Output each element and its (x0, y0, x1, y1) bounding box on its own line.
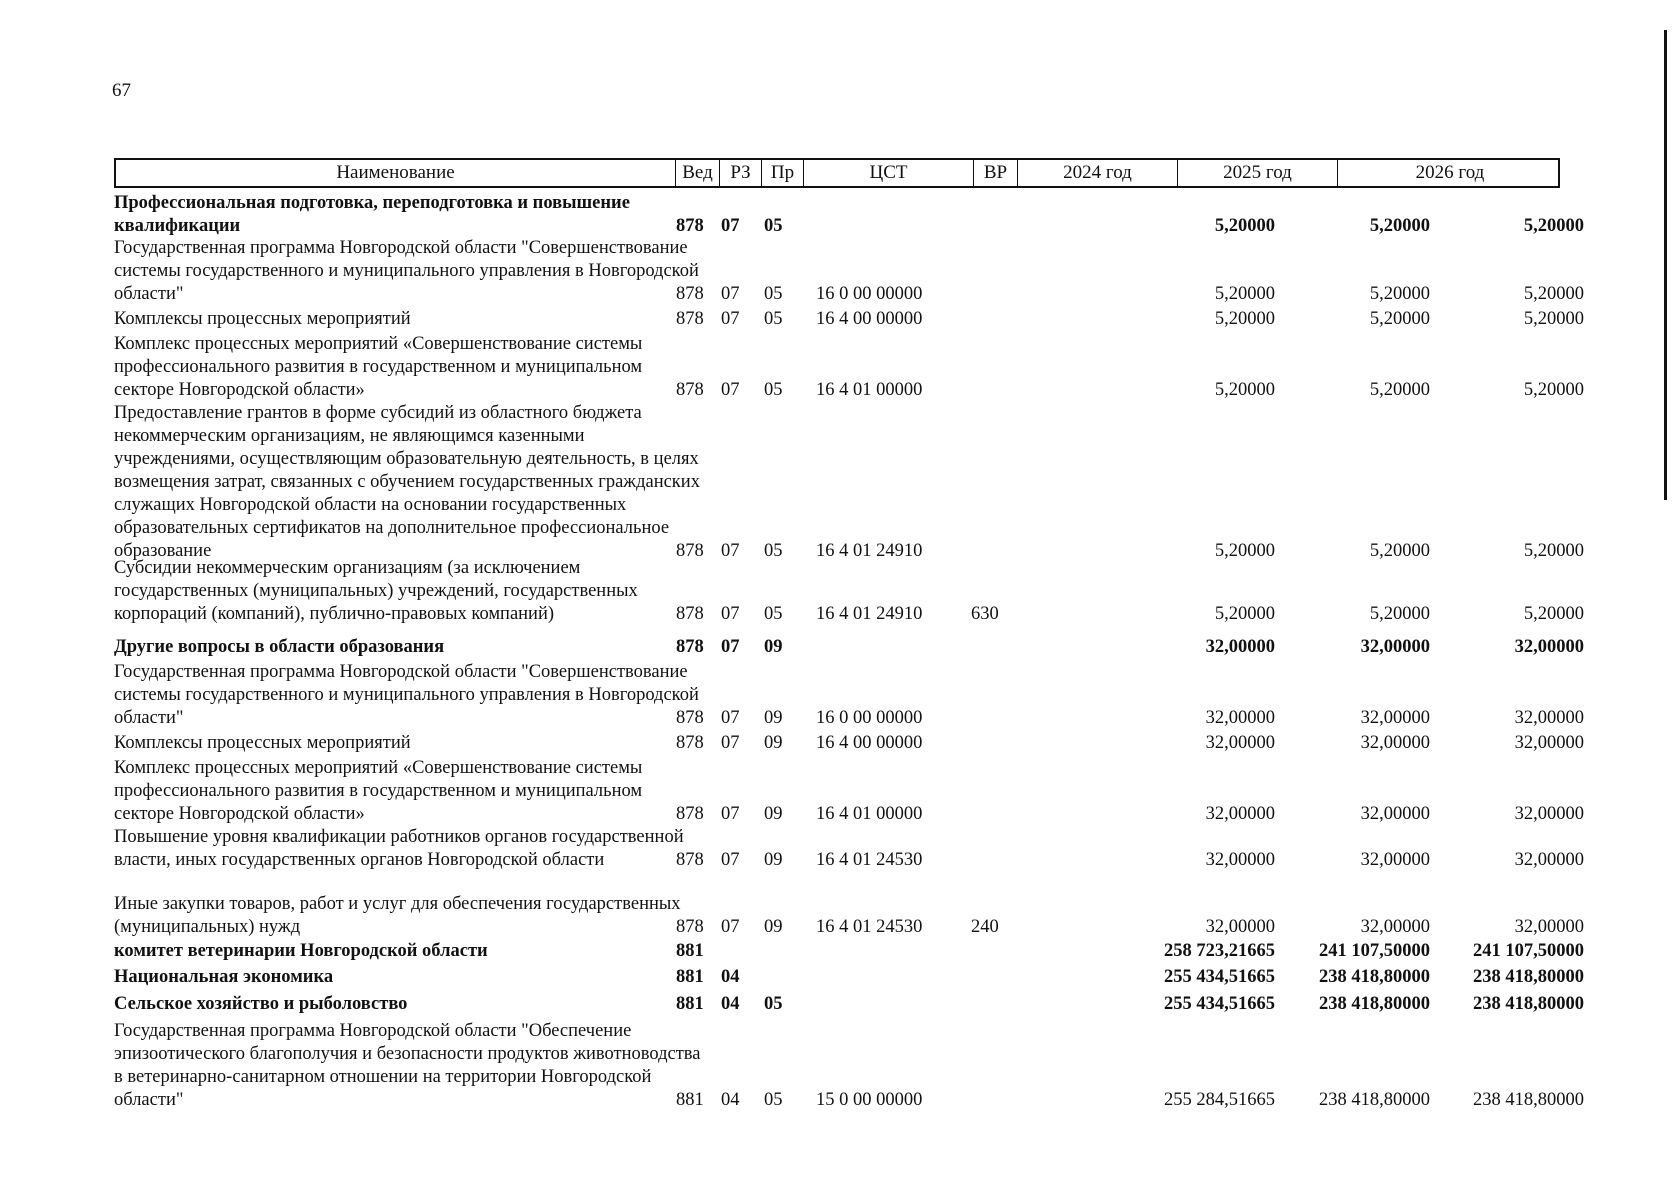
cell-pr: 09 (764, 850, 783, 870)
table-row (114, 557, 1584, 626)
cell-y2025: 32,00000 (1360, 733, 1430, 753)
cell-y2025: 5,20000 (1369, 604, 1430, 624)
row-name: Комплексы процессных мероприятий (114, 309, 411, 329)
row-name: комитет ветеринарии Новгородской области (114, 941, 488, 961)
cell-y2024: 5,20000 (1214, 541, 1275, 561)
header-cst: ЦСТ (804, 160, 974, 186)
header-vr: ВР (974, 160, 1018, 186)
cell-rz: 07 (721, 604, 740, 624)
cell-y2024: 32,00000 (1205, 733, 1275, 753)
cell-y2025: 5,20000 (1369, 309, 1430, 329)
cell-y2024: 32,00000 (1205, 917, 1275, 937)
cell-y2026: 5,20000 (1523, 541, 1584, 561)
cell-y2026: 238 418,80000 (1473, 994, 1584, 1014)
header-2026: 2026 год (1415, 162, 1485, 183)
cell-cst: 16 4 01 24530 (816, 850, 923, 870)
table-row (114, 732, 1584, 755)
cell-rz: 07 (721, 804, 740, 824)
row-name: Комплекс процессных мероприятий «Совершенствование системы профессионального развития в государственном и муниципальном секторе Новгородской области» (114, 758, 643, 824)
cell-pr: 09 (764, 733, 783, 753)
cell-ved: 881 (676, 994, 704, 1014)
cell-pr: 05 (764, 284, 783, 304)
row-name: Государственная программа Новгородской области "Совершенствование системы государственного и муниципального управления в Новгородской области" (114, 662, 699, 728)
cell-vr: 240 (971, 917, 999, 937)
cell-y2025: 5,20000 (1369, 216, 1430, 236)
table-row (114, 636, 1584, 659)
table-row (114, 826, 1584, 872)
row-name: Сельское хозяйство и рыболовство (114, 994, 408, 1014)
cell-ved: 881 (676, 941, 704, 961)
cell-pr: 09 (764, 637, 783, 657)
cell-y2024: 32,00000 (1205, 708, 1275, 728)
cell-pr: 05 (764, 541, 783, 561)
cell-y2024: 32,00000 (1205, 850, 1275, 870)
cell-y2025: 238 418,80000 (1319, 1090, 1430, 1110)
table-row (114, 966, 1584, 989)
cell-pr: 09 (764, 804, 783, 824)
page-number: 67 (112, 80, 131, 101)
cell-cst: 16 4 01 24910 (816, 541, 923, 561)
cell-y2024: 255 434,51665 (1164, 994, 1275, 1014)
header-name: Наименование (116, 160, 676, 186)
cell-y2026: 32,00000 (1514, 637, 1584, 657)
cell-y2024: 32,00000 (1205, 637, 1275, 657)
table-row (114, 1020, 1584, 1112)
cell-y2026: 32,00000 (1514, 850, 1584, 870)
cell-y2024: 5,20000 (1214, 216, 1275, 236)
cell-y2024: 255 284,51665 (1164, 1090, 1275, 1110)
table-row (114, 308, 1584, 331)
scan-edge (1664, 30, 1667, 500)
cell-cst: 16 4 00 00000 (816, 309, 923, 329)
row-name: Национальная экономика (114, 967, 334, 987)
cell-pr: 05 (764, 604, 783, 624)
cell-y2026: 32,00000 (1514, 917, 1584, 937)
cell-y2025: 32,00000 (1360, 637, 1430, 657)
cell-y2024: 5,20000 (1214, 380, 1275, 400)
table-header (114, 158, 1560, 188)
cell-pr: 05 (764, 309, 783, 329)
cell-cst: 16 4 01 00000 (816, 804, 923, 824)
row-name: Предоставление грантов в форме субсидий из областного бюджета некоммерческим организациям, не являющимся казенными учреждениями, осуществляющим образовательную деятельность, в целях возмещения затрат, связанных с обучением государственных гражданских служащих Новгородской области на основании государственных образовательных сертификатов на дополнительное профессиональное образование (114, 403, 700, 561)
cell-y2026: 32,00000 (1514, 733, 1584, 753)
row-name: Иные закупки товаров, работ и услуг для обеспечения государственных (муниципальных) нужд (114, 894, 681, 937)
cell-rz: 07 (721, 309, 740, 329)
cell-y2026: 32,00000 (1514, 708, 1584, 728)
cell-y2025: 238 418,80000 (1319, 994, 1430, 1014)
cell-cst: 16 0 00 00000 (816, 708, 923, 728)
cell-y2026: 32,00000 (1514, 804, 1584, 824)
header-2025: 2025 год (1178, 160, 1338, 186)
cell-ved: 881 (676, 967, 704, 987)
cell-rz: 07 (721, 637, 740, 657)
cell-y2025: 32,00000 (1360, 708, 1430, 728)
cell-rz: 07 (721, 708, 740, 728)
cell-rz: 07 (721, 917, 740, 937)
row-name: Субсидии некоммерческим организациям (за исключением государственных (муниципальных) учреждений, государственных корпораций (компаний), публично-правовых компаний) (114, 558, 638, 624)
cell-rz: 04 (721, 967, 740, 987)
cell-y2024: 258 723,21665 (1164, 941, 1275, 961)
cell-ved: 878 (676, 284, 704, 304)
header-ved: Вед (676, 160, 720, 186)
cell-cst: 16 4 01 24910 (816, 604, 923, 624)
cell-pr: 05 (764, 994, 783, 1014)
row-name: Другие вопросы в области образования (114, 637, 445, 657)
cell-pr: 09 (764, 917, 783, 937)
cell-ved: 878 (676, 216, 704, 236)
cell-cst: 16 4 00 00000 (816, 733, 923, 753)
cell-ved: 878 (676, 604, 704, 624)
cell-cst: 16 0 00 00000 (816, 284, 923, 304)
table-row (114, 192, 1584, 238)
cell-y2026: 5,20000 (1523, 604, 1584, 624)
cell-ved: 878 (676, 541, 704, 561)
cell-y2025: 5,20000 (1369, 380, 1430, 400)
cell-rz: 07 (721, 284, 740, 304)
table-row (114, 402, 1584, 563)
cell-ved: 878 (676, 380, 704, 400)
cell-y2026: 5,20000 (1523, 309, 1584, 329)
header-2024: 2024 год (1018, 160, 1178, 186)
header-pr: Пр (762, 160, 804, 186)
table-row (114, 993, 1584, 1016)
cell-y2026: 5,20000 (1523, 284, 1584, 304)
cell-ved: 878 (676, 917, 704, 937)
cell-rz: 07 (721, 850, 740, 870)
row-name: Комплексы процессных мероприятий (114, 733, 411, 753)
cell-rz: 07 (721, 216, 740, 236)
cell-pr: 05 (764, 380, 783, 400)
row-name: Государственная программа Новгородской области "Совершенствование системы государственного и муниципального управления в Новгородской области" (114, 238, 699, 304)
cell-y2024: 5,20000 (1214, 309, 1275, 329)
cell-y2025: 238 418,80000 (1319, 967, 1430, 987)
cell-y2025: 5,20000 (1369, 284, 1430, 304)
cell-y2025: 32,00000 (1360, 850, 1430, 870)
cell-y2025: 32,00000 (1360, 917, 1430, 937)
row-name: Профессиональная подготовка, переподготовка и повышение квалификации (114, 193, 630, 236)
row-name: Повышение уровня квалификации работников органов государственной власти, иных государственных органов Новгородской области (114, 827, 684, 870)
cell-y2024: 5,20000 (1214, 284, 1275, 304)
row-name: Государственная программа Новгородской области "Обеспечение эпизоотического благополучия и безопасности продуктов животноводства в ветеринарно-санитарном отношении на территории Новгородской области" (114, 1021, 701, 1110)
table-row (114, 237, 1584, 306)
cell-pr: 09 (764, 708, 783, 728)
cell-ved: 878 (676, 850, 704, 870)
cell-ved: 878 (676, 733, 704, 753)
cell-rz: 04 (721, 1090, 740, 1110)
table-row (114, 940, 1584, 963)
cell-ved: 878 (676, 309, 704, 329)
cell-y2026: 238 418,80000 (1473, 1090, 1584, 1110)
cell-rz: 07 (721, 733, 740, 753)
cell-y2024: 5,20000 (1214, 604, 1275, 624)
table-row (114, 757, 1584, 826)
table-row (114, 333, 1584, 402)
cell-cst: 15 0 00 00000 (816, 1090, 923, 1110)
cell-vr: 630 (971, 604, 999, 624)
cell-y2026: 5,20000 (1523, 380, 1584, 400)
cell-ved: 878 (676, 708, 704, 728)
cell-y2025: 241 107,50000 (1319, 941, 1430, 961)
cell-ved: 881 (676, 1090, 704, 1110)
cell-y2026: 241 107,50000 (1473, 941, 1584, 961)
cell-ved: 878 (676, 637, 704, 657)
table-row (114, 661, 1584, 730)
cell-rz: 07 (721, 380, 740, 400)
cell-y2024: 32,00000 (1205, 804, 1275, 824)
cell-y2025: 5,20000 (1369, 541, 1430, 561)
cell-rz: 04 (721, 994, 740, 1014)
table-row (114, 893, 1584, 939)
cell-rz: 07 (721, 541, 740, 561)
cell-y2026: 238 418,80000 (1473, 967, 1584, 987)
cell-ved: 878 (676, 804, 704, 824)
cell-cst: 16 4 01 00000 (816, 380, 923, 400)
cell-y2025: 32,00000 (1360, 804, 1430, 824)
row-name: Комплекс процессных мероприятий «Совершенствование системы профессионального развития в государственном и муниципальном секторе Новгородской области» (114, 334, 643, 400)
cell-pr: 05 (764, 1090, 783, 1110)
cell-y2026: 5,20000 (1523, 216, 1584, 236)
cell-cst: 16 4 01 24530 (816, 917, 923, 937)
header-rz: РЗ (720, 160, 762, 186)
cell-pr: 05 (764, 216, 783, 236)
cell-y2024: 255 434,51665 (1164, 967, 1275, 987)
